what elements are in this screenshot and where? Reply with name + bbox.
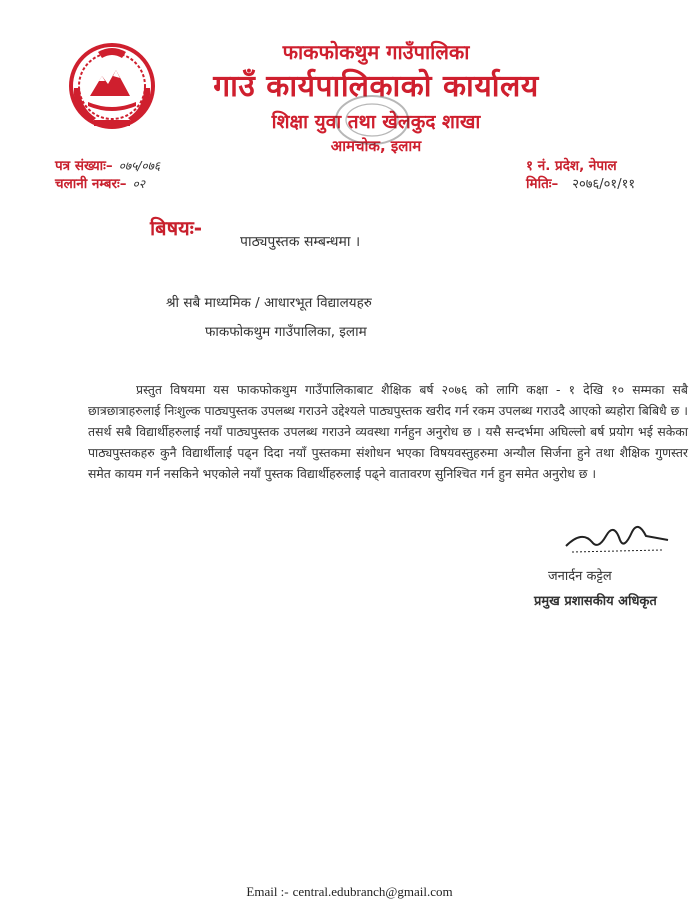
subject-label: बिषयः-: [150, 216, 203, 240]
signatory-title: प्रमुख प्रशासकीय अधिकृत: [534, 594, 657, 609]
date-label: मितिः–: [526, 176, 559, 192]
signature-mark-icon: [562, 510, 672, 558]
dispatch-label: चलानी नम्बरः–: [55, 176, 127, 192]
office-address: आमचोक, इलाम: [330, 137, 422, 155]
signatory-name: जनार्दन कट्टेल: [548, 569, 612, 584]
municipality-name: फाकफोकथुम गाउँपालिका: [282, 40, 470, 64]
subject-text: पाठ्यपुस्तक सम्बन्धमा ।: [240, 234, 361, 250]
body-paragraph: प्रस्तुत विषयमा यस फाकफोकथुम गाउँपालिकाबाट शैक्षिक बर्ष २०७६ को लागि कक्षा - १ देखि १० सम्मका सबै छात्रछात्राहरुलाई निःशुल्क पाठ्यपुस्तक उपलब्ध गराउने उद्देश्यले पाठ्यपुस्तक खरीद गर्न रकम उपलब्ध गराउदै आएको ब्यहोरा बिबिधै छ । तसर्थ सबै विद्यार्थीहरुलाई नयाँ पाठ्यपुस्तक उपलब्ध गराउने व्यवस्था गर्नहुन अनुरोध छ । यसै सन्दर्भमा अघिल्लो बर्ष प्रयोग भई सकेका पाठ्यपुस्तकहरु कुनै विद्यार्थीलाई पढ्न दिदा नयाँ पुस्तकमा संशोधन भएका विषयवस्तुहरुमा अन्यौल सिर्जना हुने तथा शैक्षिक गुणस्तर समेत कायम गर्न नसकिने भएकोले नयाँ पुस्तक विद्यार्थीहरुलाई पढ्ने वातावरण सुनिश्चित गर्न हुन समेत अनुरोध छ ।: [88, 382, 688, 481]
nepal-emblem-icon: [68, 40, 156, 132]
email-label: Email :-: [246, 884, 289, 899]
date-value: २०७६/०१/११: [572, 177, 636, 192]
addressee-line-1: श्री सबै माध्यमिक / आधारभूत विद्यालयहरु: [166, 295, 372, 311]
email-address: central.edubranch@gmail.com: [292, 884, 453, 899]
province: १ नं. प्रदेश, नेपाल: [526, 158, 617, 174]
ref-value: ०७५/०७६: [118, 159, 161, 173]
dispatch-value: ०२: [132, 177, 145, 191]
letter-meta-right: [526, 157, 635, 194]
ref-label: पत्र संख्याः–: [55, 158, 113, 174]
addressee-line-2: फाकफोकथुम गाउँपालिका, इलाम: [205, 324, 367, 340]
branch-name: शिक्षा युवा तथा खेलकुद शाखा: [271, 111, 481, 133]
footer-email: [0, 884, 699, 900]
letter-meta-left: [55, 157, 160, 193]
stamp-seal-icon: [332, 92, 412, 148]
office-name: गाउँ कार्यपालिकाको कार्यालय: [213, 69, 539, 104]
